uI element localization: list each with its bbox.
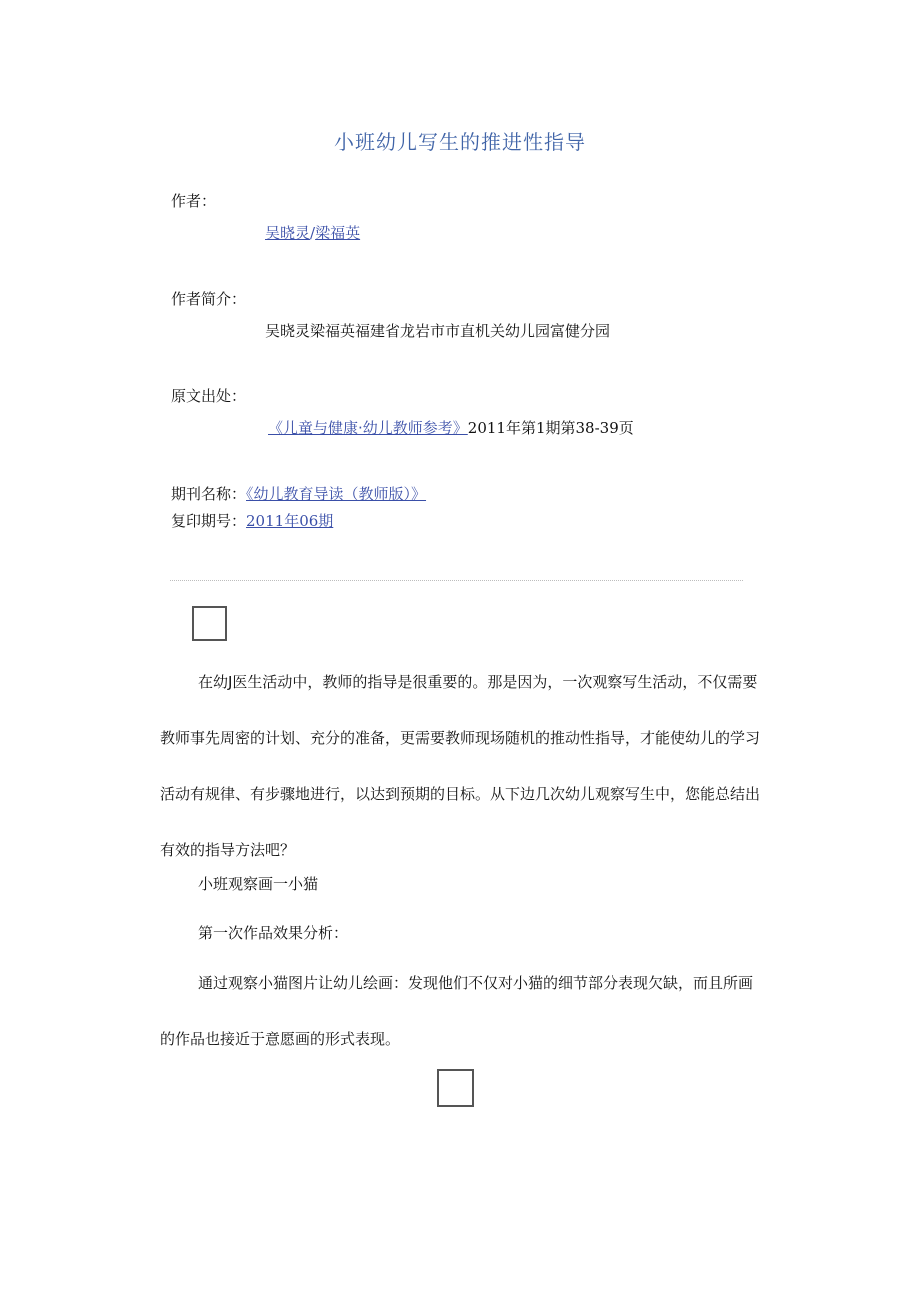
source-issue: 2011年第1期第38-39页 (467, 419, 634, 437)
author-separator: / (310, 224, 316, 242)
periodical-row (171, 483, 426, 504)
image-placeholder-icon (192, 606, 227, 641)
analysis-heading: 第一次作品效果分析： (198, 924, 349, 942)
reprint-issue-link[interactable]: 2011年06期 (246, 512, 334, 530)
bio-label: 作者简介： (171, 290, 247, 308)
author-label: 作者： (171, 192, 217, 210)
body-paragraph-2: 通过观察小猫图片让幼儿绘画：发现他们不仅对小猫的细节部分表现欠缺，而且所画的作品也接近于意愿画的形式表现。 (160, 974, 754, 1048)
periodical-link[interactable]: 《幼儿教育导读（教师版）》 (246, 485, 427, 503)
author-links (265, 222, 360, 243)
section-divider (170, 580, 743, 581)
image-placeholder-icon (437, 1069, 474, 1107)
source-journal-link[interactable]: 《儿童与健康·幼儿教师参考》 (268, 419, 468, 437)
periodical-label: 期刊名称： (171, 485, 247, 503)
author-link-1[interactable]: 吴晓灵 (265, 224, 311, 242)
reprint-label: 复印期号： (171, 512, 247, 530)
bio-text: 吴晓灵梁福英福建省龙岩市市直机关幼儿园富健分园 (265, 322, 611, 340)
reprint-row (171, 510, 333, 531)
article-title: 小班幼儿写生的推进性指导 (334, 130, 586, 154)
section-heading: 小班观察画一小猫 (198, 875, 319, 893)
author-link-2[interactable]: 梁福英 (315, 224, 361, 242)
source-info (268, 417, 634, 438)
body-paragraph-1: 在幼J医生活动中，教师的指导是很重要的。那是因为，一次观察写生活动，不仅需要教师事先周密的计划、充分的准备，更需要教师现场随机的推动性指导，才能使幼儿的学习活动有规律、有步骤地进行，以达到预期的目标。从下边几次幼儿观察写生中，您能总结出有效的指导方法吧？ (160, 673, 761, 859)
source-label: 原文出处： (171, 387, 247, 405)
